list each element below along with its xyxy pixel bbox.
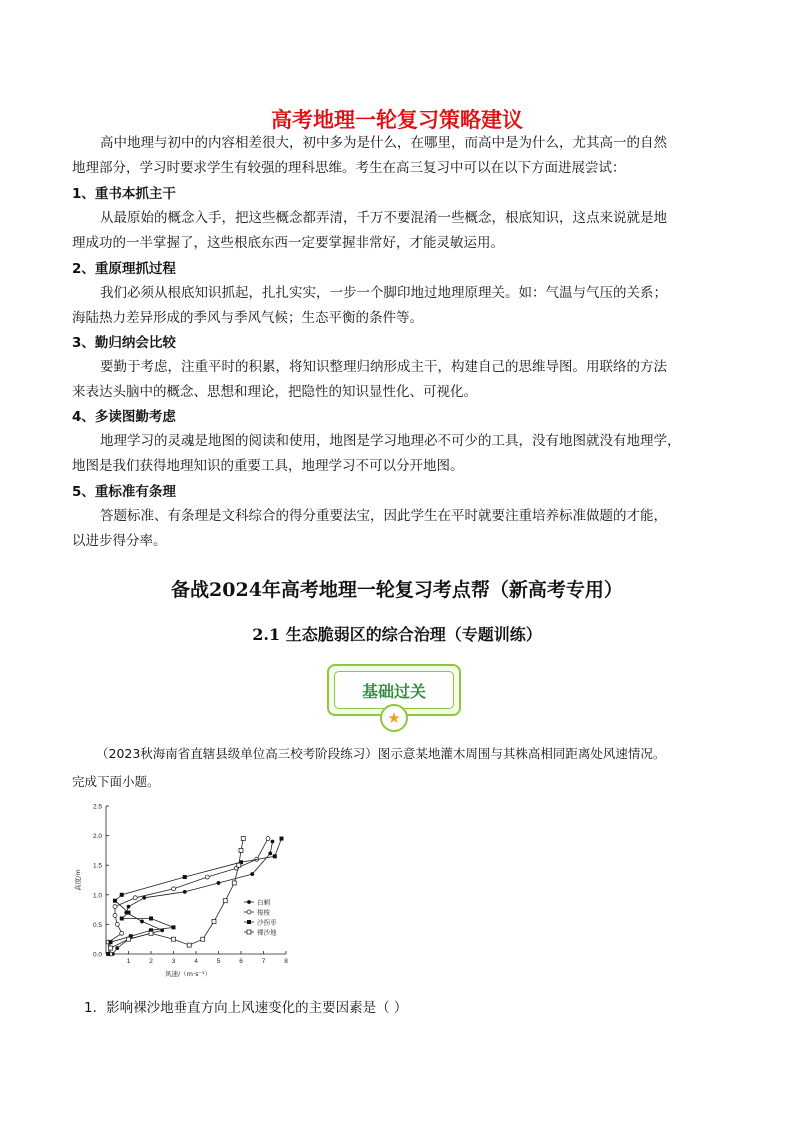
exam-subtitle: 2.1 生态脆弱区的综合治理（专题训练） <box>252 625 542 644</box>
section-heading-5: 5、重标准有条理 <box>72 484 176 500</box>
section-4-line-1: 地理学习的灵魂是地图的阅读和使用，地图是学习地理必不可少的工具，没有地图就没有地理学， <box>100 433 681 449</box>
section-2-line-2: 海陆热力差异形成的季风与季风气候；生态平衡的条件等。 <box>72 310 423 326</box>
x-tick-label: 3 <box>171 958 176 965</box>
exam-title: 备战2024年高考地理一轮复习考点帮（新高考专用） <box>171 579 623 601</box>
data-point <box>120 893 124 897</box>
y-tick-label: 2.5 <box>92 803 102 811</box>
data-point <box>113 899 117 903</box>
data-point <box>271 840 275 844</box>
data-point <box>149 931 153 935</box>
data-point <box>149 916 153 920</box>
data-point <box>106 952 110 956</box>
data-point <box>205 875 209 879</box>
data-point <box>239 848 243 852</box>
section-2-line-1: 我们必须从根底知识抓起，扎扎实实，一步一个脚印地过地理原理关。如：气温与气压的关系； <box>100 285 667 301</box>
x-tick-label: 1 <box>126 958 131 965</box>
x-tick-label: 7 <box>261 958 266 965</box>
intro-paragraph <box>72 131 722 181</box>
data-point <box>201 937 205 941</box>
data-point <box>109 946 113 950</box>
y-tick-label: 0.0 <box>92 951 102 959</box>
section-heading-3: 3、勤归纳会比较 <box>72 335 176 351</box>
section-body-2 <box>72 281 722 331</box>
question-intro-line-2: 完成下面小题。 <box>72 774 160 789</box>
section-3-line-2: 来表达头脑中的概念、思想和理论，把隐性的知识显性化、可视化。 <box>72 384 477 400</box>
data-point <box>212 919 216 923</box>
x-tick-label: 6 <box>239 958 243 965</box>
section-5-line-2: 以进步得分率。 <box>72 533 167 549</box>
x-axis-label: 风速/（m·s⁻¹） <box>164 970 212 978</box>
wind-speed-chart <box>68 798 300 986</box>
section-badge <box>327 664 465 734</box>
data-point <box>273 854 277 858</box>
section-3-line-1: 要勤于考虑，注重平时的积累，将知识整理归纳形成主干，构建自己的思维导图。用联络的方法 <box>100 359 667 375</box>
legend-label: 白刺 <box>257 898 270 907</box>
data-point <box>133 896 137 900</box>
data-point <box>113 914 117 918</box>
section-1-line-2: 理成功的一半掌握了，这些根底东西一定要掌握非常好，才能灵敏运用。 <box>72 235 504 251</box>
data-point <box>247 920 251 924</box>
data-point <box>268 851 272 855</box>
data-point <box>217 881 221 885</box>
x-tick-label: 2 <box>149 958 153 965</box>
question-1: 1．影响裸沙地垂直方向上风速变化的主要因素是（ ） <box>84 1000 408 1016</box>
badge-label: 基础过关 <box>334 671 454 709</box>
data-point <box>109 940 113 944</box>
data-point <box>127 911 131 915</box>
data-point <box>223 899 227 903</box>
question-intro-line-1: （2023秋海南省直辖县级单位高三校考阶段练习）图示意某地灌木周围与其株高相同距离处风速情况。 <box>96 746 666 761</box>
data-point <box>140 920 144 924</box>
intro-line-1: 高中地理与初中的内容相差很大，初中多为是什么，在哪里，而高中是为什么，尤其高一的自然 <box>100 135 667 151</box>
data-point <box>247 910 251 914</box>
section-body-4 <box>72 429 722 479</box>
legend-label: 沙拐枣 <box>257 918 277 927</box>
section-5-line-1: 答题标准、有条理是文科综合的得分重要法宝，因此学生在平时就要注重培养标准做题的才能， <box>100 508 667 524</box>
data-point <box>115 946 119 950</box>
section-body-1 <box>72 206 722 256</box>
data-point <box>127 937 131 941</box>
data-point <box>183 890 187 894</box>
legend-label: 梭梭 <box>257 908 270 917</box>
strategy-title: 高考地理一轮复习策略建议 <box>271 108 523 132</box>
section-heading-1: 1、重书本抓主干 <box>72 186 176 202</box>
legend-label: 裸沙地 <box>257 928 277 937</box>
data-point <box>247 930 251 934</box>
y-axis-label: 高度/m <box>74 869 82 891</box>
x-tick-label: 5 <box>216 958 221 965</box>
question-intro <box>72 740 756 796</box>
section-1-line-1: 从最原始的概念入手，把这些概念都弄清，千万不要混淆一些概念，根底知识，这点来说就是地 <box>100 210 667 226</box>
data-point <box>183 875 187 879</box>
data-point <box>250 872 254 876</box>
data-point <box>247 900 251 904</box>
data-point <box>241 837 245 841</box>
section-4-line-2: 地图是我们获得地理知识的重要工具，地理学习不可以分开地图。 <box>72 458 464 474</box>
intro-line-2: 地理部分，学习时要求学生有较强的理科思维。考生在高三复习中可以在以下方面进展尝试： <box>72 160 626 176</box>
data-point <box>113 905 117 909</box>
section-body-5 <box>72 504 722 554</box>
x-tick-label: 8 <box>284 958 288 965</box>
data-point <box>280 837 284 841</box>
y-tick-label: 0.5 <box>92 921 102 929</box>
y-tick-label: 2.0 <box>92 833 102 841</box>
star-icon: ★ <box>380 704 408 732</box>
x-tick-label: 4 <box>194 958 198 965</box>
data-point <box>187 943 191 947</box>
data-point <box>266 837 270 841</box>
data-point <box>127 905 131 909</box>
data-point <box>120 931 124 935</box>
data-point <box>120 916 124 920</box>
section-heading-2: 2、重原理抓过程 <box>72 261 176 277</box>
data-point <box>172 887 176 891</box>
data-point <box>115 922 119 926</box>
section-body-3 <box>72 355 722 405</box>
section-heading-4: 4、多读图勤考虑 <box>72 409 176 425</box>
y-tick-label: 1.0 <box>92 892 102 900</box>
data-point <box>232 881 236 885</box>
y-tick-label: 1.5 <box>92 862 102 870</box>
data-point <box>237 863 241 867</box>
data-point <box>172 925 176 929</box>
data-point <box>172 937 176 941</box>
